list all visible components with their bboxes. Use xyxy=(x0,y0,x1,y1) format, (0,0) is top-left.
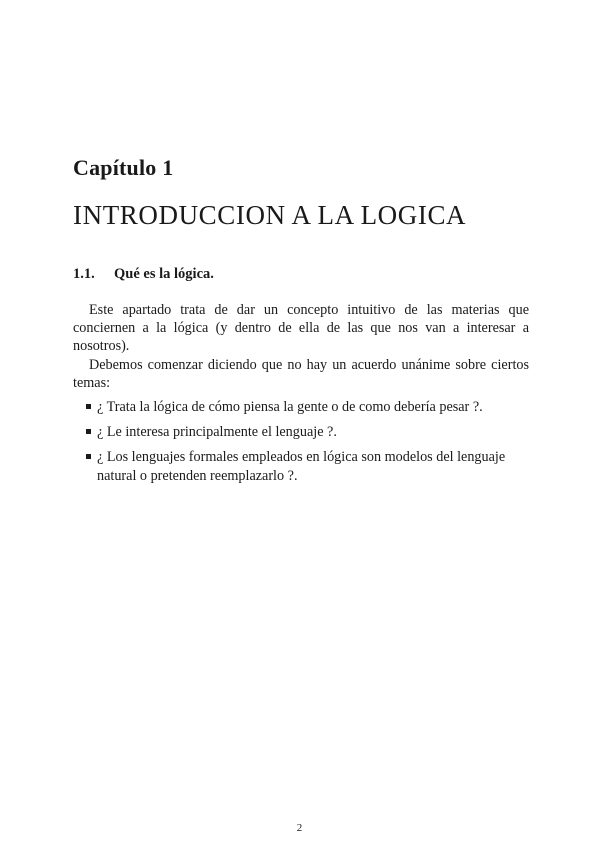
section-number: 1.1. xyxy=(73,266,95,282)
list-item-text: ¿ Los lenguajes formales empleados en lógica son modelos del lenguaje natural o pretenden reemplazarlo ?. xyxy=(97,449,506,484)
list-item xyxy=(73,423,529,441)
bullet-square-icon xyxy=(86,454,91,459)
page-number: 2 xyxy=(296,822,303,834)
section-title: Qué es la lógica. xyxy=(114,266,214,282)
paragraph-debate: Debemos comenzar diciendo que no hay un acuerdo unánime sobre ciertos temas: xyxy=(73,357,529,392)
bullet-square-icon xyxy=(86,429,91,434)
chapter-label: Capítulo 1 xyxy=(73,155,174,180)
bullet-square-icon xyxy=(86,404,91,409)
list-item-text: ¿ Trata la lógica de cómo piensa la gente o de como debería pesar ?. xyxy=(97,399,483,415)
section-heading xyxy=(73,266,214,283)
list-item-text: ¿ Le interesa principalmente el lenguaje ?. xyxy=(97,424,337,441)
list-item xyxy=(73,448,529,484)
paragraph-intro: Este apartado trata de dar un concepto intuitivo de las materias que conciernen a la lógica (y dentro de ella de las que nos van a interesar a nosotros). xyxy=(73,302,529,355)
chapter-title: INTRODUCCION A LA LOGICA xyxy=(73,200,467,230)
question-list xyxy=(73,398,529,492)
list-item xyxy=(73,398,529,416)
